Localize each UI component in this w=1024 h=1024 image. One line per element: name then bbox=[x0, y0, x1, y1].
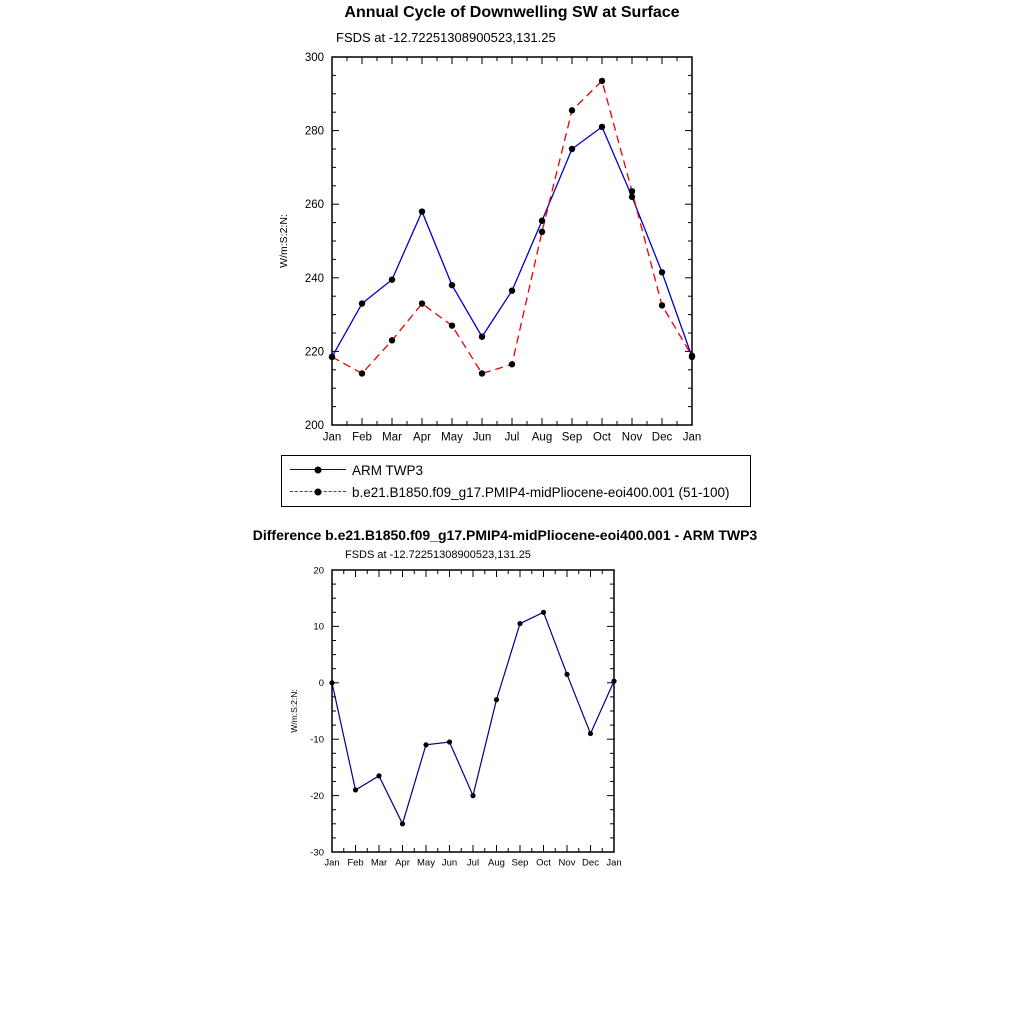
svg-text:Mar: Mar bbox=[382, 431, 402, 444]
marker-dot-icon bbox=[315, 489, 322, 496]
svg-text:Dec: Dec bbox=[651, 431, 673, 444]
svg-text:Nov: Nov bbox=[621, 431, 643, 444]
svg-text:May: May bbox=[441, 431, 463, 444]
annual-cycle-chart-subtitle: FSDS at -12.72251308900523,131.25 bbox=[336, 30, 556, 45]
annual-cycle-chart bbox=[0, 0, 1024, 450]
svg-text:Feb: Feb bbox=[347, 857, 364, 869]
svg-text:240: 240 bbox=[304, 272, 324, 285]
legend-arm-twp3-sample bbox=[290, 463, 346, 477]
svg-text:Sep: Sep bbox=[511, 857, 529, 869]
svg-text:0: 0 bbox=[318, 678, 324, 690]
svg-text:220: 220 bbox=[304, 346, 324, 359]
svg-text:10: 10 bbox=[313, 621, 324, 633]
svg-text:20: 20 bbox=[313, 565, 324, 577]
svg-text:300: 300 bbox=[304, 52, 324, 65]
svg-text:Feb: Feb bbox=[352, 431, 372, 444]
legend-midpliocene-label: b.e21.B1850.f09_g17.PMIP4-midPliocene-eoi400.001 (51-100) bbox=[352, 484, 730, 500]
annual-cycle-chart-title: Annual Cycle of Downwelling SW at Surface bbox=[344, 4, 680, 21]
difference-chart-subtitle: FSDS at -12.72251308900523,131.25 bbox=[345, 549, 531, 561]
svg-text:Mar: Mar bbox=[370, 857, 388, 869]
legend-arm-twp3-label: ARM TWP3 bbox=[352, 462, 424, 478]
svg-text:200: 200 bbox=[304, 420, 324, 433]
svg-text:-20: -20 bbox=[310, 790, 324, 802]
svg-text:Oct: Oct bbox=[593, 431, 611, 444]
svg-text:Aug: Aug bbox=[488, 857, 505, 869]
svg-text:Sep: Sep bbox=[561, 431, 583, 444]
svg-text:Jan: Jan bbox=[682, 431, 702, 444]
svg-text:Oct: Oct bbox=[536, 857, 551, 869]
legend-item-midpliocene bbox=[290, 481, 742, 503]
svg-text:Jul: Jul bbox=[504, 431, 520, 444]
svg-text:W/m:S:2:N:: W/m:S:2:N: bbox=[289, 689, 299, 733]
svg-text:-30: -30 bbox=[310, 847, 324, 859]
svg-text:260: 260 bbox=[304, 199, 324, 212]
svg-text:Nov: Nov bbox=[558, 857, 576, 869]
legend-midpliocene-sample bbox=[290, 485, 346, 499]
svg-text:May: May bbox=[417, 857, 435, 869]
svg-text:Apr: Apr bbox=[395, 857, 410, 869]
svg-text:Jun: Jun bbox=[441, 857, 458, 869]
svg-text:Dec: Dec bbox=[582, 857, 599, 869]
svg-text:Apr: Apr bbox=[413, 431, 431, 444]
svg-text:Jan: Jan bbox=[324, 857, 340, 869]
svg-text:Aug: Aug bbox=[531, 431, 553, 444]
svg-text:-10: -10 bbox=[310, 734, 324, 746]
svg-text:W/m:S:2:N:: W/m:S:2:N: bbox=[278, 214, 290, 268]
svg-text:280: 280 bbox=[304, 125, 324, 138]
svg-text:Jun: Jun bbox=[472, 431, 492, 444]
svg-text:Jan: Jan bbox=[322, 431, 342, 444]
svg-text:Jan: Jan bbox=[606, 857, 622, 869]
marker-dot-icon bbox=[315, 467, 322, 474]
difference-chart bbox=[0, 520, 1024, 890]
svg-text:Jul: Jul bbox=[466, 857, 480, 869]
chart-legend bbox=[281, 455, 751, 507]
legend-item-arm-twp3 bbox=[290, 459, 742, 481]
difference-chart-title: Difference b.e21.B1850.f09_g17.PMIP4-midPliocene-eoi400.001 - ARM TWP3 bbox=[252, 527, 758, 543]
